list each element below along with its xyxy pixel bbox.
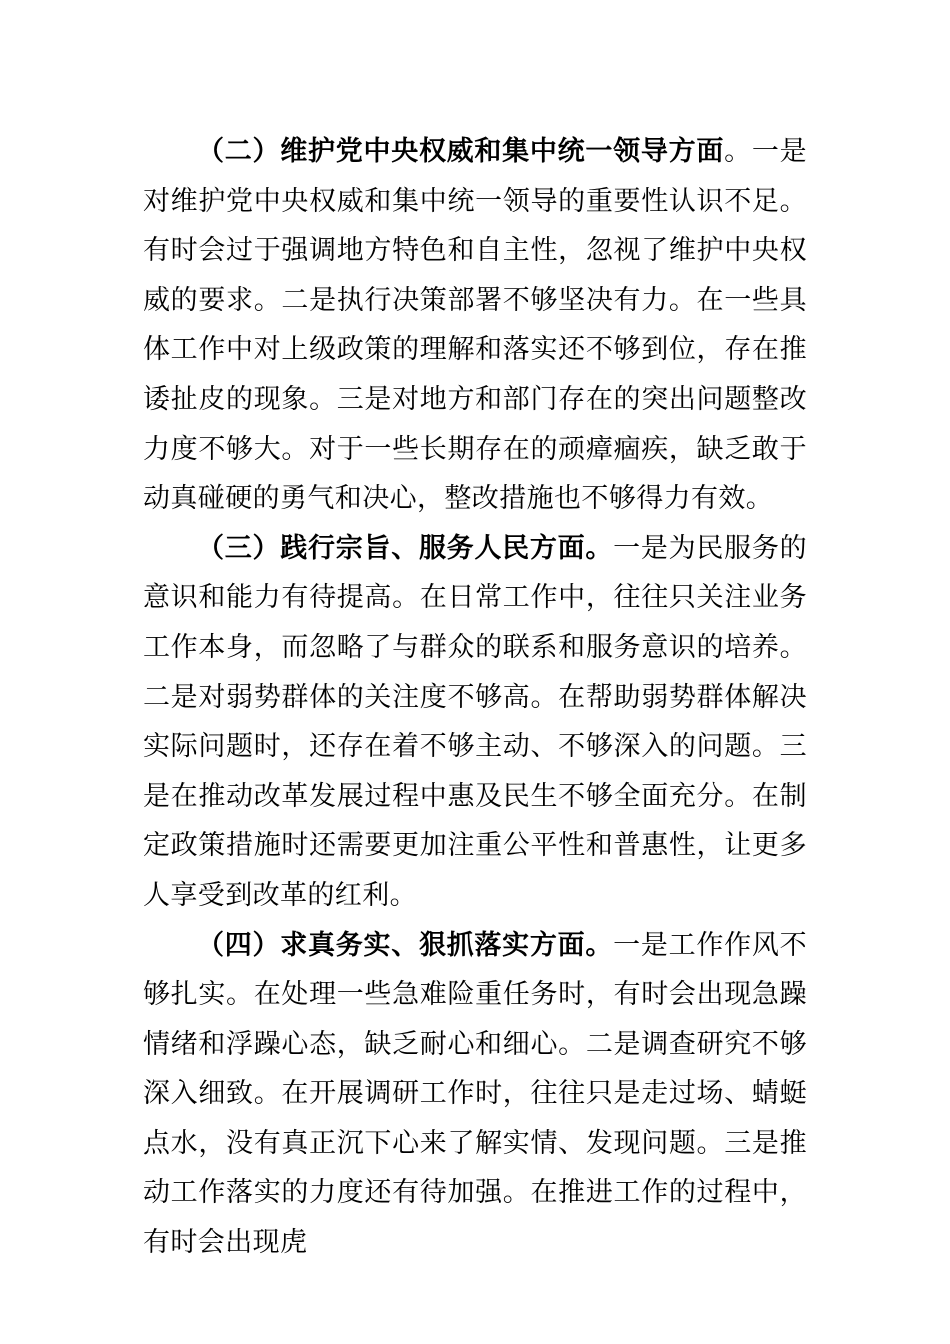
section-body-3: 一是为民服务的意识和能力有待提高。在日常工作中，往往只关注业务工作本身，而忽略了与群众的联系和服务意识的培养。二是对弱势群体的关注度不够高。在帮助弱势群体解决实际问题时，还存在着不够主动、不够深入的问题。三是在推动改革发展过程中惠及民生不够全面充分。在制定政策措施时还需要更加注重公平性和普惠性，让更多人享受到改革的红利。 [143, 532, 807, 911]
paragraph-section-4 [143, 921, 807, 1268]
section-body-2: 。一是对维护党中央权威和集中统一领导的重要性认识不足。有时会过于强调地方特色和自主性，忽视了维护中央权威的要求。二是执行决策部署不够坚决有力。在一些具体工作中对上级政策的理解和落实还不够到位，存在推诿扯皮的现象。三是对地方和部门存在的突出问题整改力度不够大。对于一些长期存在的顽瘴痼疾，缺乏敢于动真碰硬的勇气和决心，整改措施也不够得力有效。 [143, 136, 807, 515]
paragraph-section-2 [143, 127, 807, 524]
section-heading-3: （三）践行宗旨、服务人民方面。 [197, 532, 614, 564]
section-heading-2: （二）维护党中央权威和集中统一领导方面 [197, 136, 725, 167]
paragraph-section-3 [143, 524, 807, 921]
section-heading-4: （四）求真务实、狠抓落实方面。 [197, 929, 614, 961]
document-page [143, 127, 807, 1268]
section-body-4: 一是工作作风不够扎实。在处理一些急难险重任务时，有时会出现急躁情绪和浮躁心态，缺乏耐心和细心。二是调查研究不够深入细致。在开展调研工作时，往往只是走过场、蜻蜓点水，没有真正沉下心来了解实情、发现问题。三是推动工作落实的力度还有待加强。在推进工作的过程中，有时会出现虎 [143, 929, 807, 1259]
